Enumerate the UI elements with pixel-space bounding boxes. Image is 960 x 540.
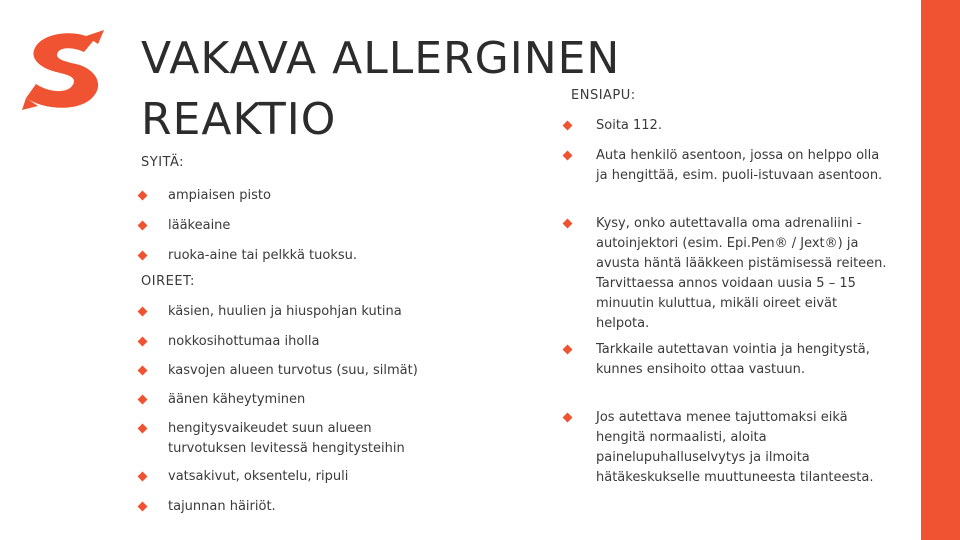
diamond-bullet-icon	[138, 307, 148, 317]
list-item: hengitysvaikeudet suun alueen turvotuksen levitessä hengitysteihin	[139, 419, 438, 459]
causes-heading: SYITÄ:	[141, 155, 185, 170]
list-item: Tarkkaile autettavan vointia ja hengitystä, kunnes ensihoito ottaa vastuun.	[564, 340, 892, 380]
title-line-1: VAKAVA ALLERGINEN	[141, 33, 621, 84]
diamond-bullet-icon	[563, 219, 573, 229]
diamond-bullet-icon	[138, 221, 148, 231]
list-item: äänen käheytyminen	[139, 390, 305, 410]
diamond-bullet-icon	[138, 366, 148, 376]
list-item: Kysy, onko autettavalla oma adrenaliini -autoinjektori (esim. Epi.Pen® / Jext®) ja avusta häntä lääkkeen pistämisessä reiteen. Tarvittaessa annos voidaan uusia 5 – 15 minuutin kuluttua, mikäli oireet eivät helpota.	[564, 214, 892, 334]
diamond-bullet-icon	[563, 345, 573, 355]
list-item: Auta henkilö asentoon, jossa on helppo olla ja hengittää, esim. puoli-istuvaan asentoon.	[564, 146, 892, 186]
list-item: tajunnan häiriöt.	[139, 497, 276, 517]
symptoms-heading: OIREET:	[141, 274, 195, 289]
diamond-bullet-icon	[138, 472, 148, 482]
diamond-bullet-icon	[138, 191, 148, 201]
list-item: Jos autettava menee tajuttomaksi eikä hengitä normaalisti, aloita painelupuhalluselvytys ja ilmoita hätäkeskukselle muuttuneesta tilanteesta.	[564, 408, 892, 488]
list-item: ampiaisen pisto	[139, 186, 271, 206]
diamond-bullet-icon	[563, 121, 573, 131]
accent-side-bar	[921, 0, 960, 540]
list-item: lääkeaine	[139, 216, 230, 236]
diamond-bullet-icon	[138, 337, 148, 347]
list-item: ruoka-aine tai pelkkä tuoksu.	[139, 246, 357, 266]
first-aid-heading: ENSIAPU:	[571, 88, 636, 103]
red-s-logo-icon	[22, 28, 114, 110]
diamond-bullet-icon	[138, 395, 148, 405]
diamond-bullet-icon	[563, 413, 573, 423]
diamond-bullet-icon	[138, 424, 148, 434]
list-item: vatsakivut, oksentelu, ripuli	[139, 467, 348, 487]
diamond-bullet-icon	[138, 251, 148, 261]
title-line-2: REAKTIO	[141, 94, 337, 145]
list-item: käsien, huulien ja hiuspohjan kutina	[139, 302, 402, 322]
diamond-bullet-icon	[138, 502, 148, 512]
list-item: nokkosihottumaa iholla	[139, 332, 319, 352]
diamond-bullet-icon	[563, 151, 573, 161]
list-item: kasvojen alueen turvotus (suu, silmät)	[139, 361, 418, 381]
list-item: Soita 112.	[564, 116, 892, 136]
